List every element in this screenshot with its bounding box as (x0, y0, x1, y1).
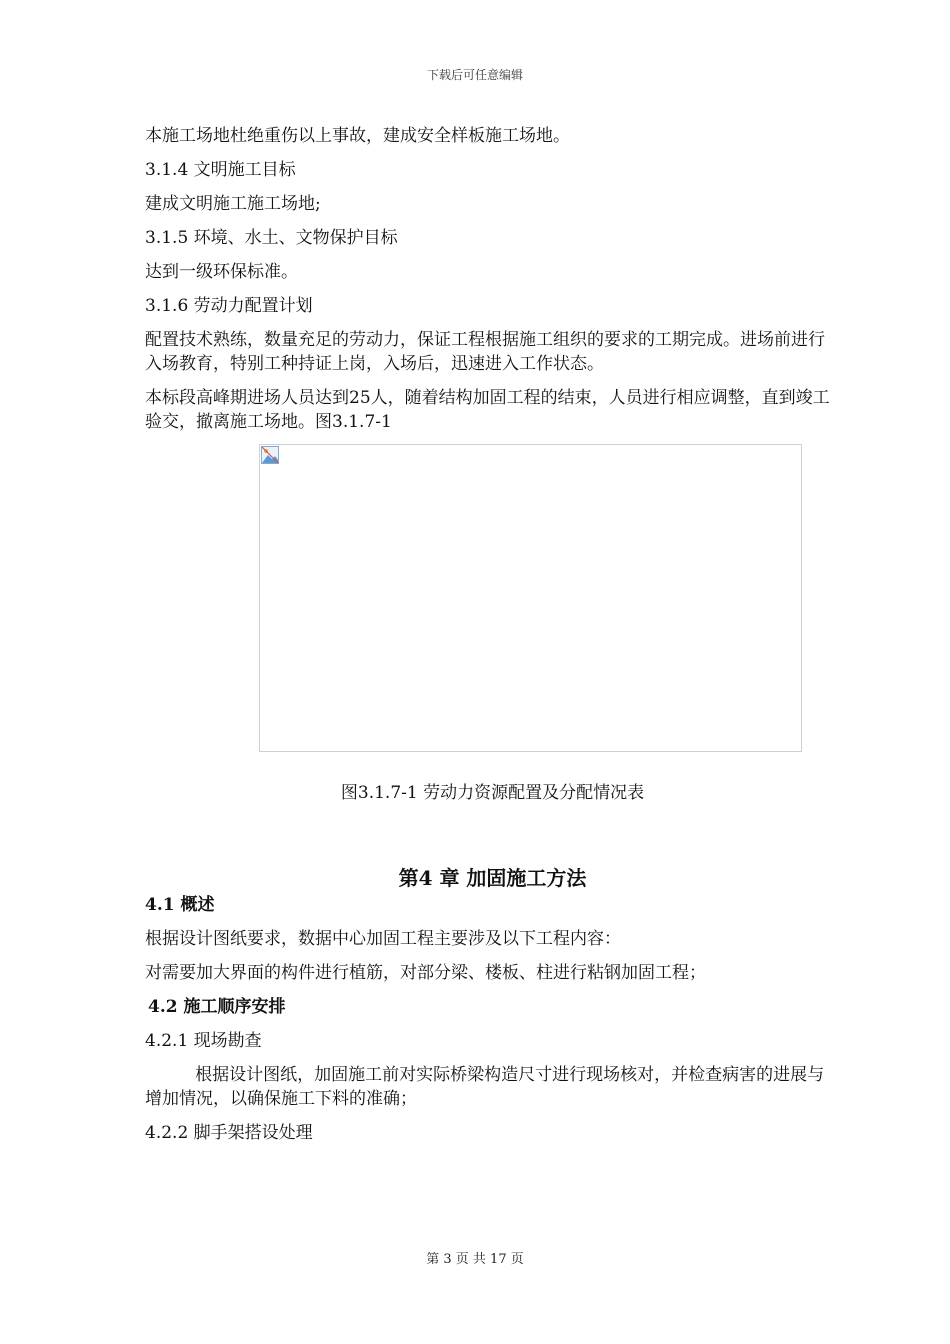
paragraph: 达到一级环保标准。 (145, 262, 298, 282)
section-heading-4-1: 4.1 概述 (145, 895, 215, 915)
section-heading-4-2: 4.2 施工顺序安排 (148, 997, 286, 1017)
paragraph: 建成文明施工施工场地; (145, 194, 321, 214)
subsection-heading: 3.1.6 劳动力配置计划 (145, 296, 313, 316)
page-header: 下载后可任意编辑 (426, 68, 523, 82)
paragraph: 对需要加大界面的构件进行植筋，对部分梁、楼板、柱进行粘钢加固工程； (145, 963, 706, 983)
chapter-title: 第4 章 加固施工方法 (398, 866, 587, 890)
subsection-heading: 3.1.4 文明施工目标 (145, 160, 296, 180)
paragraph: 本标段高峰期进场人员达到25人，随着结构加固工程的结束，人员进行相应调整，直到竣工验交，撤离施工场地。图3.1.7-1 (145, 388, 830, 432)
paragraph: 根据设计图纸要求，数据中心加固工程主要涉及以下工程内容： (145, 929, 621, 949)
subsection-heading: 3.1.5 环境、水土、文物保护目标 (145, 228, 398, 248)
subsection-heading: 4.2.2 脚手架搭设处理 (145, 1123, 313, 1143)
paragraph: 根据设计图纸，加固施工前对实际桥梁构造尺寸进行现场核对，并检查病害的进展与增加情况，以确保施工下料的准确； (145, 1065, 825, 1109)
figure-image-placeholder (259, 444, 802, 752)
paragraph: 本施工场地杜绝重伤以上事故，建成安全样板施工场地。 (145, 126, 570, 146)
figure-caption: 图3.1.7-1 劳动力资源配置及分配情况表 (340, 783, 645, 803)
broken-image-icon (261, 446, 279, 464)
paragraph: 配置技术熟练，数量充足的劳动力，保证工程根据施工组织的要求的工期完成。进场前进行入场教育，特别工种持证上岗，入场后，迅速进入工作状态。 (145, 330, 825, 374)
document-body (145, 124, 840, 1155)
page-footer: 第 3 页 共 17 页 (426, 1252, 524, 1267)
subsection-heading: 4.2.1 现场勘查 (145, 1031, 262, 1051)
